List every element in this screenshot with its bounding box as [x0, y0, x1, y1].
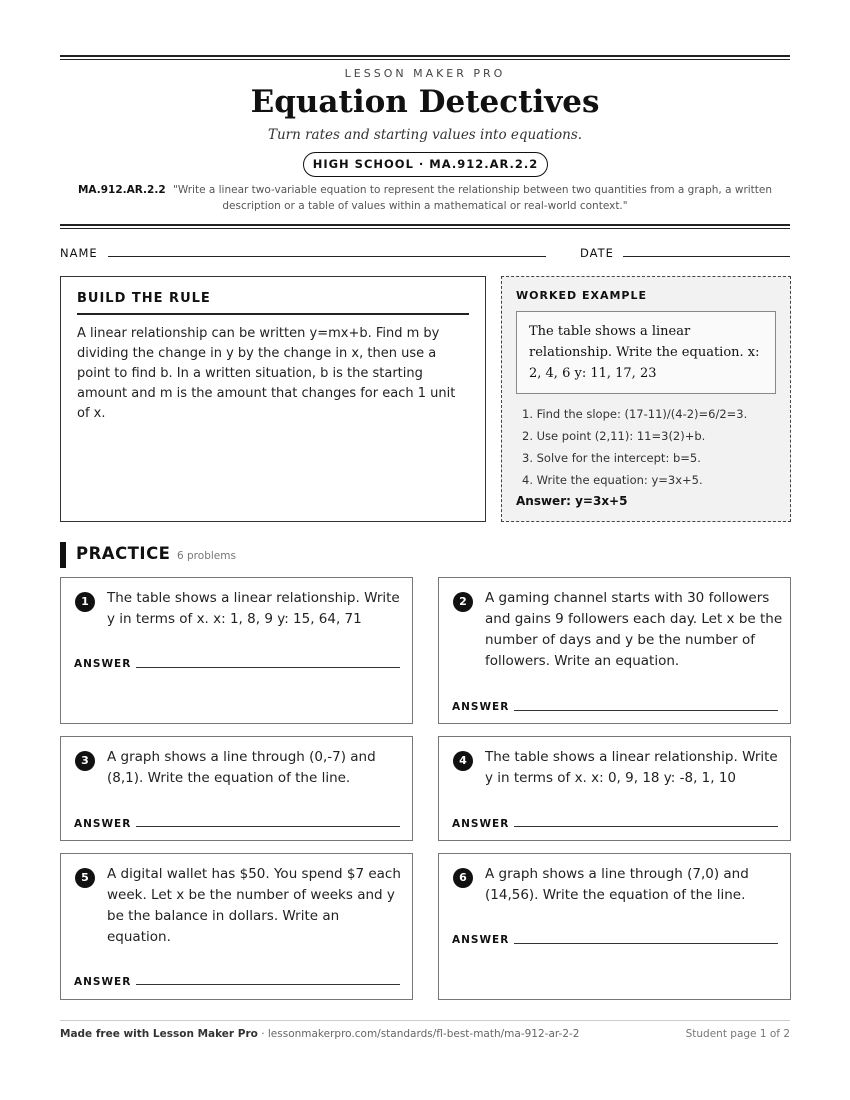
footer-url[interactable]: · lessonmakerpro.com/standards/fl-best-math/ma-912-ar-2-2: [257, 1028, 580, 1040]
worked-step: 3. Solve for the intercept: b=5.: [522, 451, 701, 465]
practice-heading: PRACTICE: [76, 544, 171, 563]
build-rule-body: A linear relationship can be written y=mx+b. Find m by dividing the change in y by the change in x, then use a point to find b. In a written situation, b is the starting amount and m is the amount that changes for each 1 unit of x.: [77, 326, 456, 421]
worked-example-steps: [516, 403, 776, 491]
answer-label: ANSWER: [452, 818, 510, 830]
problem-number: 1: [75, 592, 95, 612]
answer-label: ANSWER: [452, 934, 510, 946]
problem-card-2: [438, 577, 791, 724]
standard-code: MA.912.AR.2.2: [77, 184, 166, 196]
worked-example-answer: Answer: y=3x+5: [516, 494, 628, 508]
brand-name: LESSON MAKER PRO: [344, 67, 506, 80]
name-label: NAME: [60, 246, 98, 260]
date-label: DATE: [580, 246, 614, 260]
problem-text: A graph shows a line through (7,0) and (14,56). Write the equation of the line.: [485, 866, 749, 903]
footer-made-with: Made free with Lesson Maker Pro: [60, 1028, 258, 1040]
answer-label: ANSWER: [74, 658, 132, 670]
problem-number: 2: [453, 592, 473, 612]
problem-text: The table shows a linear relationship. Write y in terms of x. x: 0, 9, 18 y: -8, 1, 10: [485, 749, 778, 786]
worked-example-box: [501, 276, 791, 522]
problem-number: 6: [453, 868, 473, 888]
answer-field[interactable]: [514, 943, 778, 944]
problem-text: A gaming channel starts with 30 followers and gains 9 followers each day. Let x be the number of days and y be the number of followers. Write an equation.: [485, 590, 783, 669]
worked-step: 1. Find the slope: (17-11)/(4-2)=6/2=3.: [522, 407, 748, 421]
problem-number: 4: [453, 751, 473, 771]
build-the-rule-box: [60, 276, 486, 522]
worked-step: 4. Write the equation: y=3x+5.: [522, 473, 703, 487]
header-top-rule: [60, 55, 790, 60]
worked-example-heading: WORKED EXAMPLE: [516, 289, 647, 302]
problem-number: 5: [75, 868, 95, 888]
worked-example-prompt: The table shows a linear relationship. Write the equation. x: 2, 4, 6 y: 11, 17, 23: [516, 311, 776, 394]
answer-label: ANSWER: [452, 701, 510, 713]
footer-page-number: Student page 1 of 2: [685, 1028, 790, 1040]
standard-text: "Write a linear two-variable equation to represent the relationship between two quantities from a graph, a written description or a table of values within a mathematical or real-world context.": [172, 184, 773, 212]
answer-label: ANSWER: [74, 976, 132, 988]
problem-card-3: [60, 736, 413, 841]
footer-credit: [60, 1028, 579, 1040]
grade-standard-badge: HIGH SCHOOL · MA.912.AR.2.2: [303, 152, 548, 177]
page-title: Equation Detectives: [250, 84, 600, 120]
problem-card-6: [438, 853, 791, 1000]
answer-field[interactable]: [514, 710, 778, 711]
answer-field[interactable]: [136, 984, 400, 985]
answer-field[interactable]: [514, 826, 778, 827]
page-subtitle: Turn rates and starting values into equations.: [267, 127, 583, 143]
standard-description: [62, 182, 788, 214]
problem-number: 3: [75, 751, 95, 771]
footer-divider: [60, 1020, 790, 1021]
answer-label: ANSWER: [74, 818, 132, 830]
answer-field[interactable]: [136, 826, 400, 827]
worked-step: 2. Use point (2,11): 11=3(2)+b.: [522, 429, 706, 443]
header-bottom-rule: [60, 224, 790, 229]
problem-text: The table shows a linear relationship. Write y in terms of x. x: 1, 8, 9 y: 15, 64, 71: [107, 590, 400, 627]
problem-text: A graph shows a line through (0,-7) and (8,1). Write the equation of the line.: [107, 749, 376, 786]
name-field[interactable]: [108, 256, 546, 257]
practice-count: 6 problems: [177, 550, 236, 562]
date-field[interactable]: [623, 256, 790, 257]
problem-card-5: [60, 853, 413, 1000]
build-rule-heading: BUILD THE RULE: [77, 291, 469, 315]
problem-text: A digital wallet has $50. You spend $7 each week. Let x be the number of weeks and y be the balance in dollars. Write an equation.: [107, 866, 401, 945]
problem-card-4: [438, 736, 791, 841]
problem-card-1: [60, 577, 413, 724]
answer-field[interactable]: [136, 667, 400, 668]
practice-accent-bar: [60, 542, 66, 568]
